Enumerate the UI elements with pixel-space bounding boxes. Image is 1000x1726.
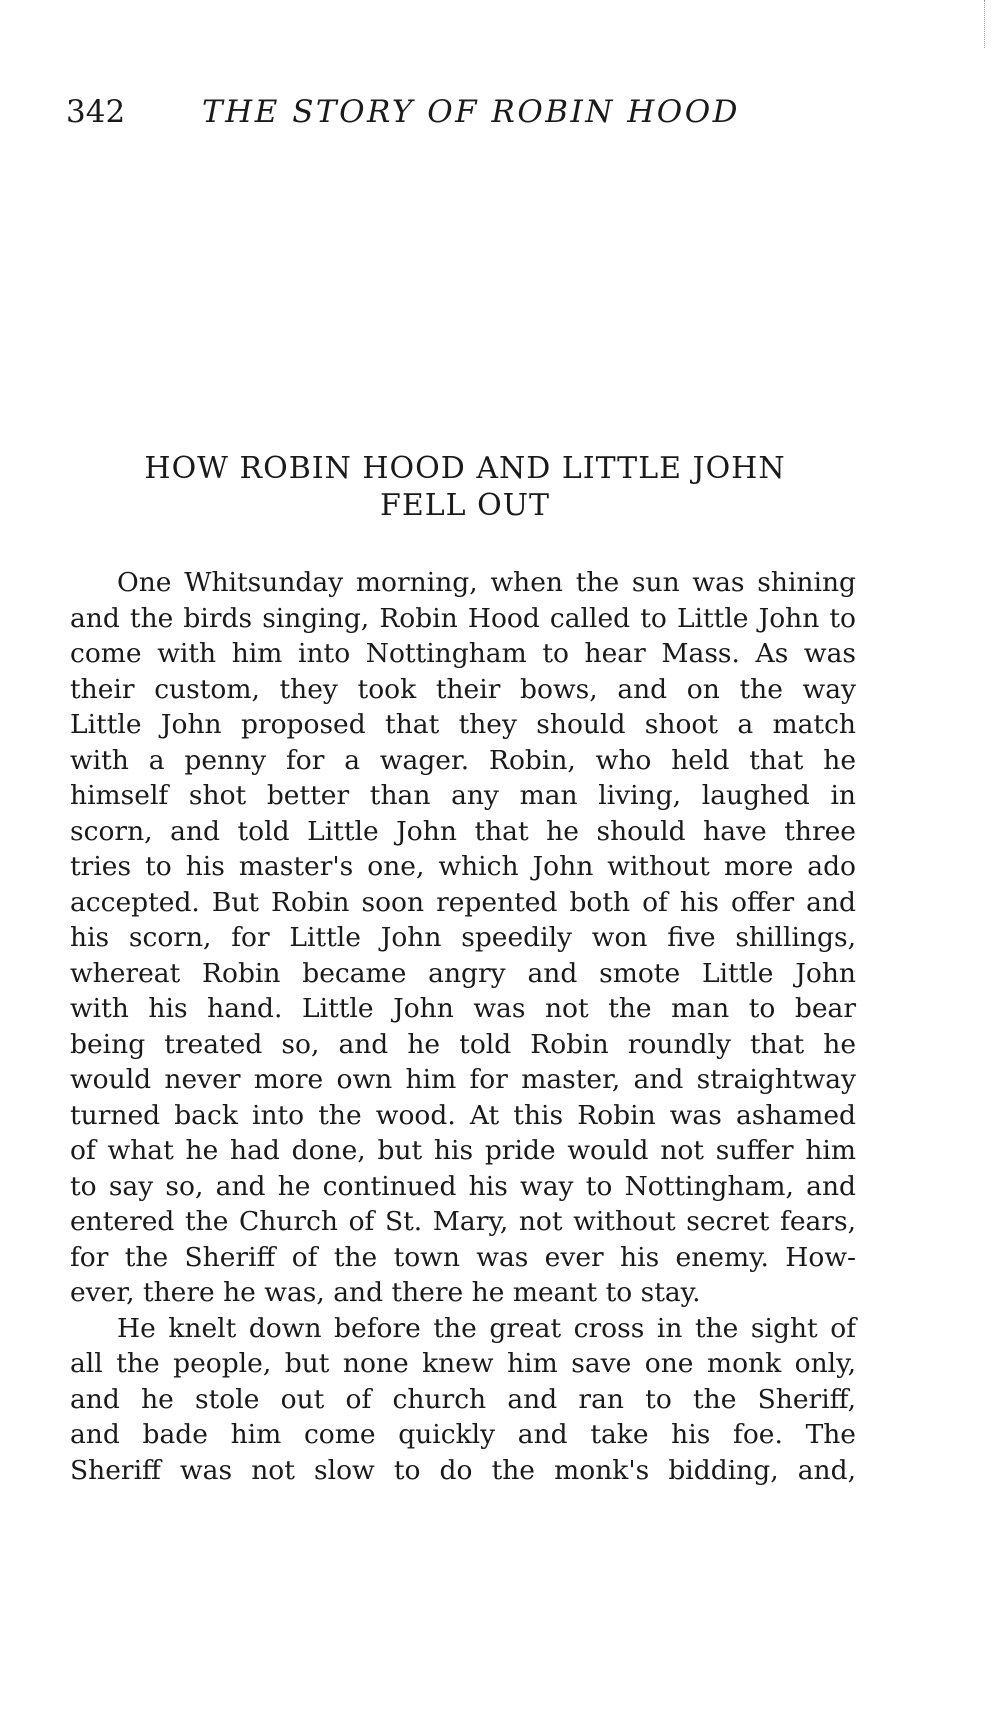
text-line: their custom, they took their bows, and on the way <box>70 673 856 705</box>
text-line: Sheriff was not slow to do the monk's bidding, and, <box>70 1454 856 1486</box>
text-line: to say so, and he continued his way to Nottingham, and <box>70 1170 856 1202</box>
text-line: would never more own him for master, and straightway <box>70 1064 856 1095</box>
running-title: THE STORY OF ROBIN HOOD <box>202 94 740 130</box>
text-line: all the people, but none knew him save one monk only, <box>70 1348 856 1379</box>
text-line: tries to his master's one, which John without more ado <box>70 851 856 882</box>
text-line: He knelt down before the great cross in the sight of <box>117 1312 856 1344</box>
text-line: being treated so, and he told Robin roundly that he <box>70 1028 856 1060</box>
paragraph <box>70 565 856 1311</box>
chapter-title-line: HOW ROBIN HOOD AND LITTLE JOHN <box>144 451 786 486</box>
text-line: turned back into the wood. At this Robin was ashamed <box>70 1099 856 1131</box>
text-line: One Whitsunday morning, when the sun was shining <box>117 567 856 598</box>
text-line: and he stole out of church and ran to the Sheriff, <box>70 1383 856 1415</box>
page-number: 342 <box>66 94 126 130</box>
text-line: with a penny for a wager. Robin, who held that he <box>70 744 856 776</box>
text-line: whereat Robin became angry and smote Little John <box>70 957 856 989</box>
text-line: ever, there he was, and there he meant to stay. <box>70 1277 701 1308</box>
running-head <box>66 92 766 132</box>
text-line: Little John proposed that they should shoot a match <box>70 709 856 740</box>
text-line: for the Sheriff of the town was ever his enemy. How- <box>70 1241 856 1273</box>
text-line: entered the Church of St. Mary, not without secret fears, <box>70 1206 856 1237</box>
text-line: accepted. But Robin soon repented both of his offer and <box>70 886 856 918</box>
text-line: come with him into Nottingham to hear Mass. As was <box>70 638 856 669</box>
text-line: his scorn, for Little John speedily won five shillings, <box>70 922 856 953</box>
paragraph <box>70 1311 856 1489</box>
text-line: and bade him come quickly and take his foe. The <box>70 1419 856 1450</box>
text-line: and the birds singing, Robin Hood called to Little John to <box>70 602 856 634</box>
text-line: of what he had done, but his pride would not suffer him <box>70 1135 856 1166</box>
chapter-title-line: FELL OUT <box>380 488 550 523</box>
text-line: scorn, and told Little John that he should have three <box>70 815 856 847</box>
chapter-title <box>70 450 860 524</box>
text-line: himself shot better than any man living, laughed in <box>70 780 856 811</box>
body-text <box>70 565 856 1488</box>
scan-edge-mark <box>984 0 988 48</box>
text-line: with his hand. Little John was not the man to bear <box>70 993 856 1024</box>
